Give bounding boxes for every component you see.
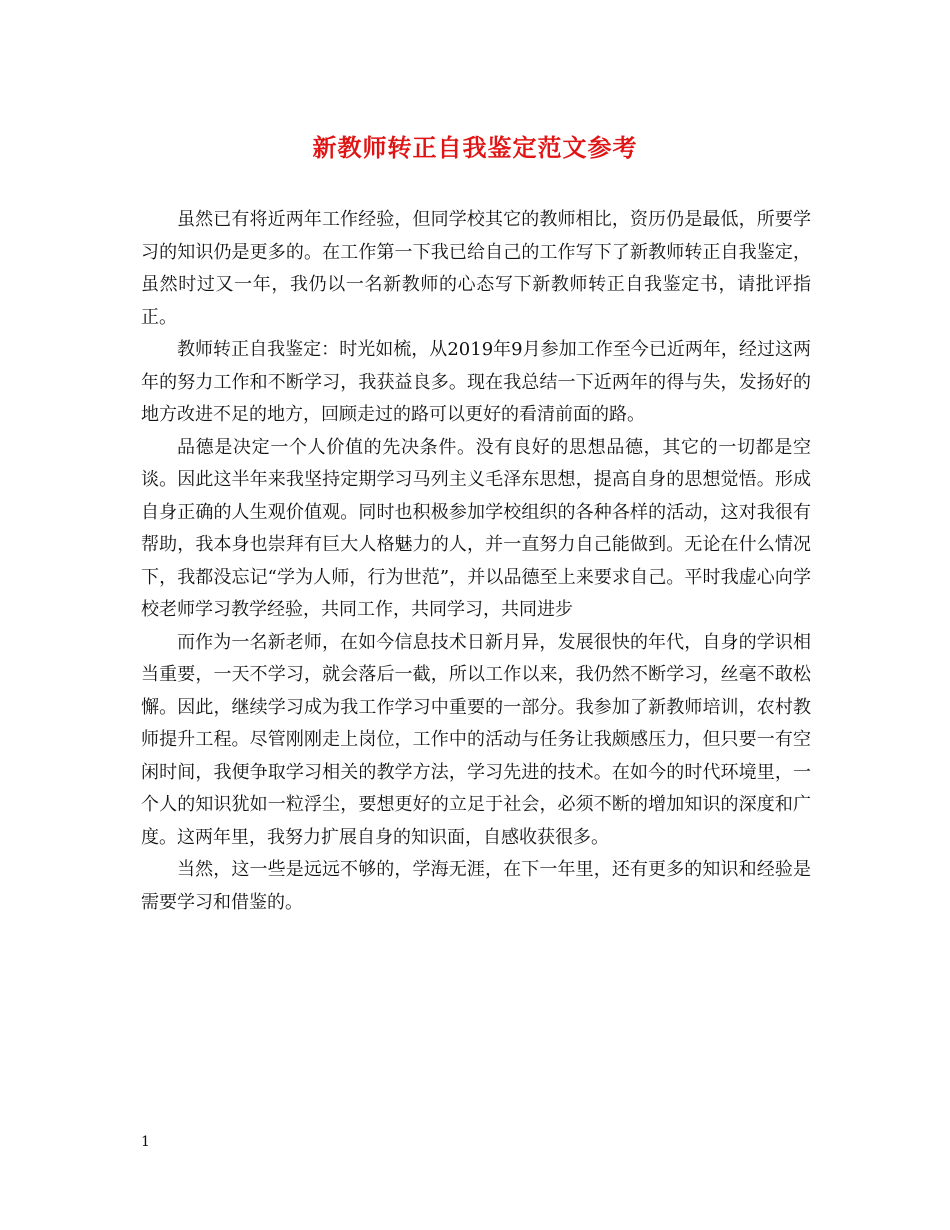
paragraph-1: 虽然已有将近两年工作经验，但同学校其它的教师相比，资历仍是最低，所要学习的知识仍是更多的。在工作第一下我已给自己的工作写下了新教师转正自我鉴定，虽然时过又一年，我仍以一名新教师的心态写下新教师转正自我鉴定书，请批评指正。 bbox=[141, 209, 811, 328]
document-title: 新教师转正自我鉴定范文参考 bbox=[312, 133, 638, 162]
paragraph-3: 品德是决定一个人价值的先决条件。没有良好的思想品德，其它的一切都是空谈。因此这半年来我坚持定期学习马列主义毛泽东思想，提高自身的思想觉悟。形成自身正确的人生观价值观。同时也积极参加学校组织的各种各样的活动，这对我很有帮助，我本身也崇拜有巨大人格魅力的人，并一直努力自己能做到。无论在什么情况下，我都没忘记“学为人师，行为世范”，并以品德至上来要求自己。平时我虚心向学校老师学习教学经验，共同工作，共同学习，共同进步 bbox=[141, 436, 811, 620]
paragraph-5: 当然，这一些是远远不够的，学海无涯，在下一年里，还有更多的知识和经验是需要学习和借鉴的。 bbox=[141, 859, 811, 913]
paragraph-2: 教师转正自我鉴定：时光如梳，从2019年9月参加工作至今已近两年，经过这两年的努力工作和不断学习，我获益良多。现在我总结一下近两年的得与失，发扬好的地方改进不足的地方，回顾走过的路可以更好的看清前面的路。 bbox=[141, 339, 811, 425]
document-body bbox=[141, 204, 811, 919]
page-number: 1 bbox=[141, 1134, 150, 1150]
paragraph-4: 而作为一名新老师，在如今信息技术日新月异，发展很快的年代，自身的学识相当重要，一天不学习，就会落后一截，所以工作以来，我仍然不断学习，丝毫不敢松懈。因此，继续学习成为我工作学习中重要的一部分。我参加了新教师培训，农村教师提升工程。尽管刚刚走上岗位，工作中的活动与任务让我颇感压力，但只要一有空闲时间，我便争取学习相关的教学方法，学习先进的技术。在如今的时代环境里，一个人的知识犹如一粒浮尘，要想更好的立足于社会，必须不断的增加知识的深度和广度。这两年里，我努力扩展自身的知识面，自感收获很多。 bbox=[141, 631, 811, 848]
